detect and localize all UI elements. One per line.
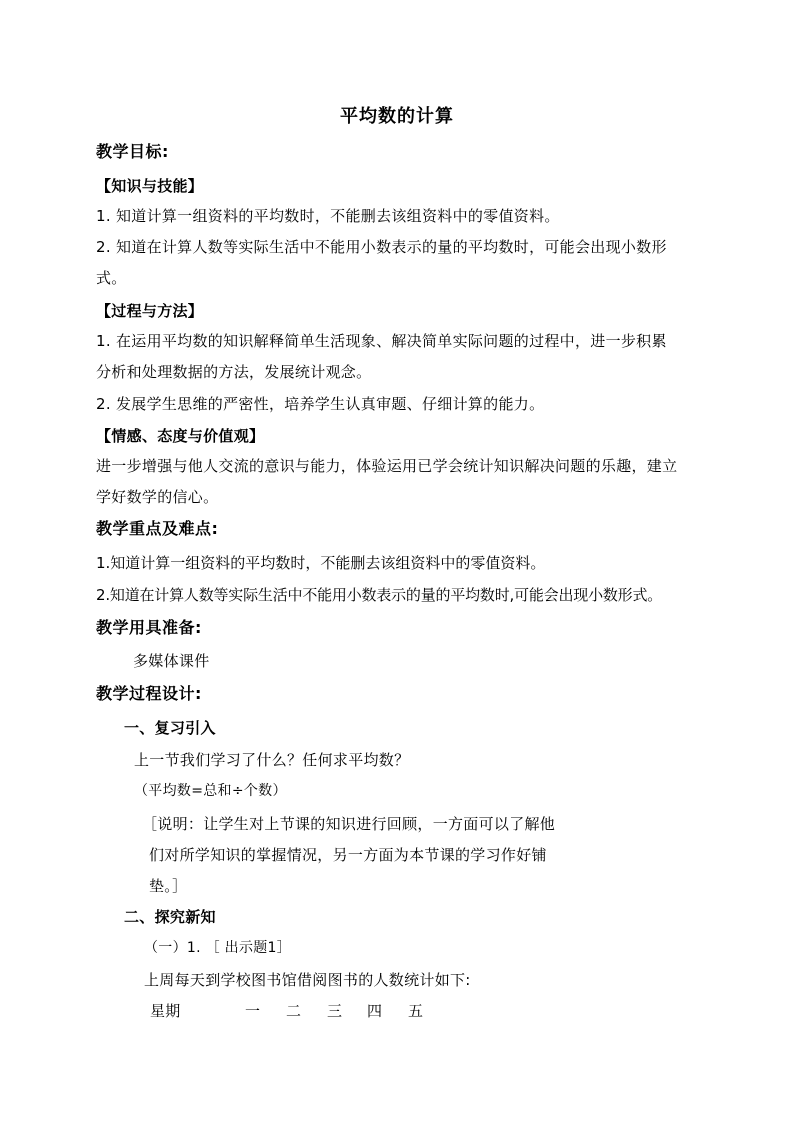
emotion-heading: 【情感、态度与价值观】 <box>96 427 265 445</box>
weekday-label: 星期 <box>150 1002 181 1020</box>
knowledge-heading: 【知识与技能】 <box>96 177 204 195</box>
weekday-thu: 四 <box>367 1002 383 1020</box>
knowledge-line-1: 1. 知道计算一组资料的平均数时，不能删去该组资料中的零值资料。 <box>96 207 560 225</box>
review-note-line-3: 垫。］ <box>149 877 188 895</box>
key-points-line-2: 2.知道在计算人数等实际生活中不能用小数表示的量的平均数时,可能会出现小数形式。 <box>96 586 663 604</box>
process-line-1: 1. 在运用平均数的知识解释简单生活现象、解决简单实际问题的过程中，进一步积累 <box>96 332 667 350</box>
weekday-wed: 三 <box>327 1002 343 1020</box>
key-points-line-1: 1.知道计算一组资料的平均数时，不能删去该组资料中的零值资料。 <box>96 554 546 572</box>
emotion-line-1: 进一步增强与他人交流的意识与能力，体验运用已学会统计知识解决问题的乐趣，建立 <box>96 457 678 475</box>
process-heading: 【过程与方法】 <box>96 302 204 320</box>
knowledge-line-3: 式。 <box>96 269 127 287</box>
explore-heading: 二、探究新知 <box>124 908 216 926</box>
tools-item: 多媒体课件 <box>133 652 210 670</box>
tools-heading: 教学用具准备: <box>96 618 202 637</box>
explore-statement: 上周每天到学校图书馆借阅图书的人数统计如下: <box>144 971 471 989</box>
process-line-3: 2. 发展学生思维的严密性，培养学生认真审题、仔细计算的能力。 <box>96 395 545 413</box>
review-note-line-2: 们对所学知识的掌握情况，另一方面为本节课的学习作好铺 <box>149 846 547 864</box>
weekday-tue: 二 <box>286 1002 302 1020</box>
process-line-2: 分析和处理数据的方法，发展统计观念。 <box>96 363 372 381</box>
weekday-mon: 一 <box>245 1002 261 1020</box>
review-question: 上一节我们学习了什么？任何求平均数？ <box>134 751 410 769</box>
review-note-line-1: ［说明：让学生对上节课的知识进行回顾，一方面可以了解他 <box>142 815 556 833</box>
emotion-line-2: 学好数学的信心。 <box>96 488 219 506</box>
goals-heading: 教学目标: <box>96 142 169 161</box>
key-points-heading: 教学重点及难点: <box>96 519 219 538</box>
explore-subheading: （一）1. ［ 出示题1］ <box>144 940 292 956</box>
review-heading: 一、复习引入 <box>124 719 216 737</box>
knowledge-line-2: 2. 知道在计算人数等实际生活中不能用小数表示的量的平均数时，可能会出现小数形 <box>96 238 667 256</box>
review-formula: （平均数=总和÷个数） <box>134 783 287 799</box>
document-title: 平均数的计算 <box>340 106 454 127</box>
weekday-fri: 五 <box>408 1002 424 1020</box>
process-design-heading: 教学过程设计: <box>96 684 202 703</box>
weekday-row <box>0 1001 794 1021</box>
